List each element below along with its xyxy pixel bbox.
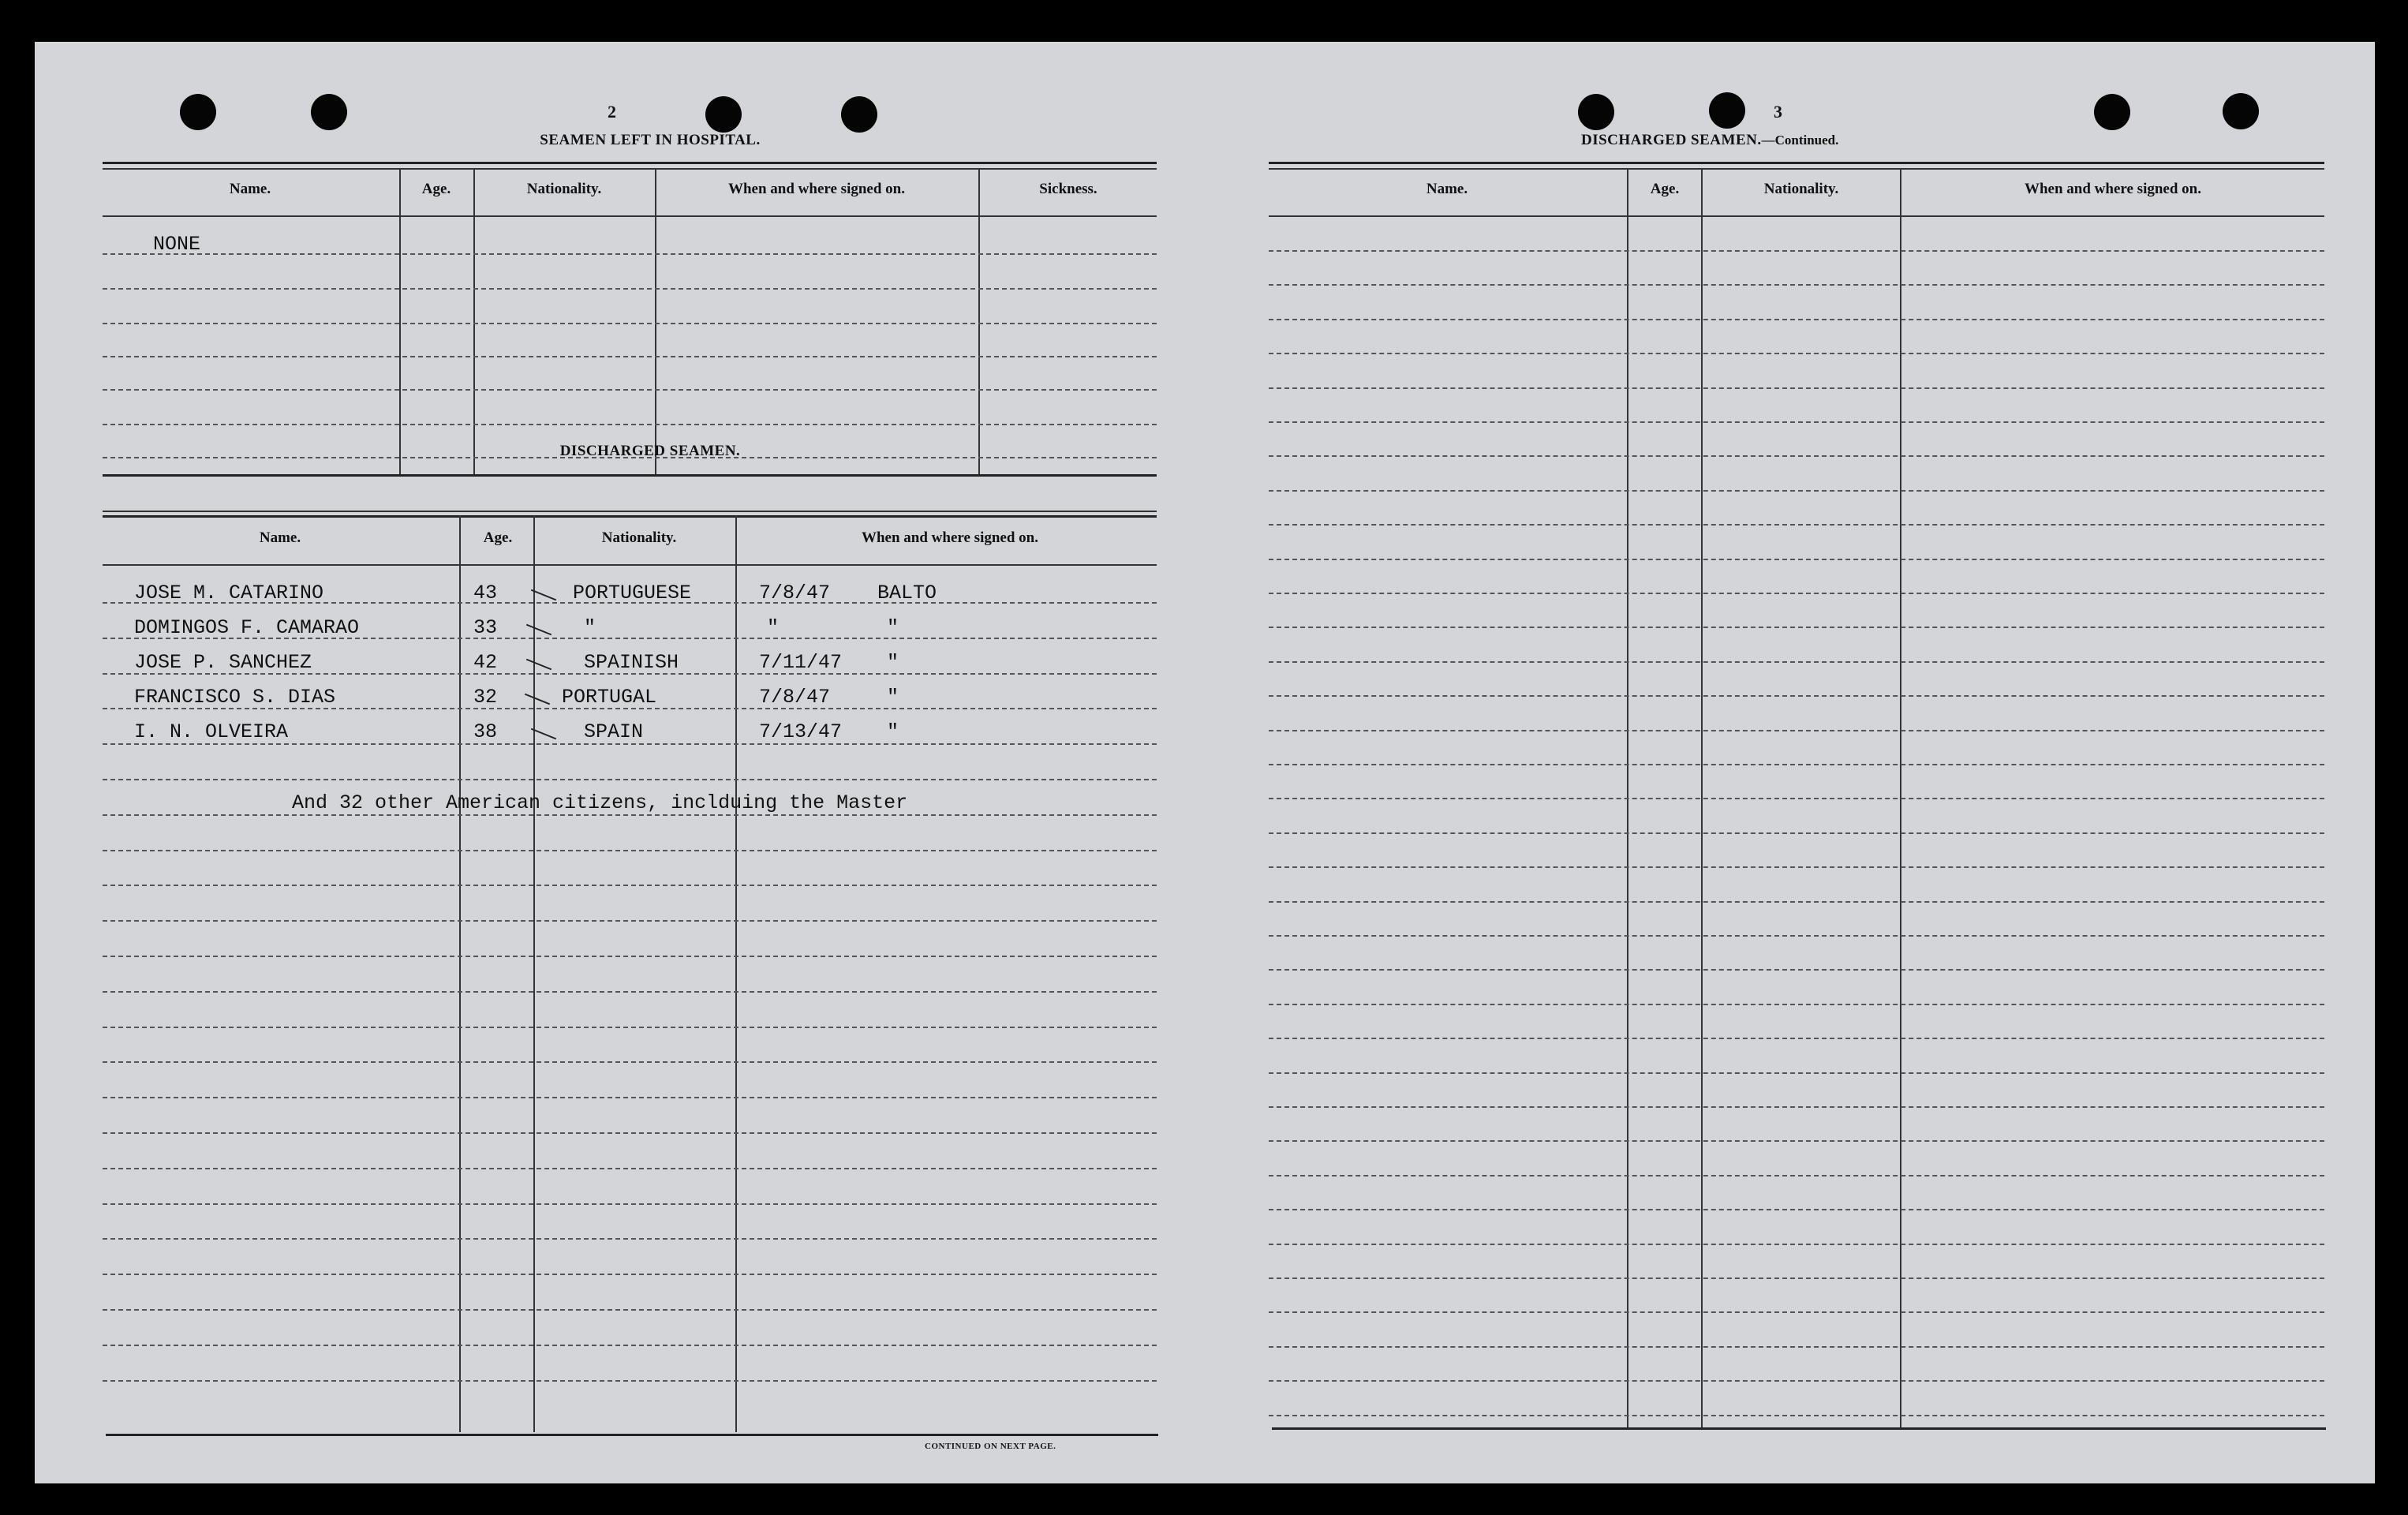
ruled-line [103,1132,1157,1134]
hospital-entry: NONE [153,233,201,256]
table-rule [103,564,1157,566]
punch-hole [180,94,216,130]
seaman-nationality: " [584,616,596,639]
seaman-nationality: SPAIN [584,720,644,743]
page-number: 2 [608,102,616,122]
ruled-line [1269,935,2324,937]
ruled-line [1269,1209,2324,1210]
ruled-line [1269,1311,2324,1313]
ruled-line [1269,353,2324,354]
column-divider [978,168,980,474]
punch-hole [2094,94,2130,130]
punch-hole [311,94,347,130]
ruled-line [1269,387,2324,389]
seaman-age: 32 [473,686,498,709]
seaman-name: DOMINGOS F. CAMARAO [134,616,360,639]
ruled-line [103,850,1157,851]
table-rule [103,168,1157,170]
table-rule [103,162,1157,164]
ruled-line [103,743,1157,745]
ruled-line [1269,695,2324,697]
punch-hole [1578,94,1614,130]
page-number: 3 [1774,102,1782,122]
column-divider [735,515,737,1432]
signed-date: 7/8/47 [759,582,831,604]
table-rule [103,215,1157,217]
hospital-section-title: SEAMEN LEFT IN HOSPITAL. [540,132,761,148]
ruled-line [103,356,1157,357]
ruled-line [1269,798,2324,799]
col-header-sickness: Sickness. [1039,181,1097,197]
col-header-name: Name. [259,529,301,546]
ruled-line [103,1380,1157,1382]
document-page [35,42,2375,1483]
ruled-line [103,1203,1157,1205]
ruled-line [1269,832,2324,834]
ruled-line [103,1097,1157,1098]
seaman-nationality: PORTUGAL [562,686,657,709]
title-suffix: —Continued. [1761,133,1839,148]
col-header-age: Age. [1650,181,1680,197]
signed-date: 7/11/47 [759,651,843,674]
ruled-line [103,288,1157,290]
ruled-line [1269,1106,2324,1108]
ruled-line [1269,1038,2324,1039]
signed-place: " [887,686,899,709]
seaman-name: JOSE P. SANCHEZ [134,651,312,674]
crew-note: And 32 other American citizens, inclduing the Master [292,791,908,814]
seaman-age: 42 [473,651,498,674]
table-rule [103,474,1157,477]
table-rule [1269,215,2324,217]
seaman-nationality: PORTUGUESE [573,582,692,604]
seaman-name: JOSE M. CATARINO [134,582,324,604]
ruled-line [1269,1175,2324,1176]
ruled-line [103,1274,1157,1275]
seaman-nationality: SPAINISH [584,651,679,674]
discharged-continued-title [1581,132,1838,149]
ruled-line [1269,1004,2324,1005]
col-header-age: Age. [421,181,451,197]
ruled-line [1269,593,2324,594]
ruled-line [103,956,1157,957]
ruled-line [1269,764,2324,765]
ruled-line [103,991,1157,993]
column-divider [533,515,535,1432]
col-header-nationality: Nationality. [1763,181,1839,197]
table-rule [106,1434,1158,1436]
col-header-name: Name. [1426,181,1468,197]
table-rule [1269,168,2324,170]
continued-note: CONTINUED ON NEXT PAGE. [925,1442,1056,1451]
seaman-age: 43 [473,582,498,604]
ruled-line [1269,730,2324,731]
table-rule [1269,162,2324,164]
ruled-line [1269,866,2324,868]
ruled-line [1269,250,2324,252]
signed-date: 7/8/47 [759,686,831,709]
seaman-age: 33 [473,616,498,639]
col-header-nationality: Nationality. [601,529,677,546]
ruled-line [1269,559,2324,560]
signed-date: 7/13/47 [759,720,843,743]
ruled-line [103,1061,1157,1063]
check-mark [526,659,552,671]
punch-hole [2223,93,2259,129]
ruled-line [1269,524,2324,526]
column-divider [459,515,461,1432]
col-header-when-where: When and where signed on. [2024,181,2201,197]
ruled-line [1269,1415,2324,1416]
check-mark [526,624,552,636]
ruled-line [1269,490,2324,492]
ruled-line [103,1168,1157,1169]
ruled-line [1269,421,2324,423]
seaman-name: FRANCISCO S. DIAS [134,686,336,709]
discharged-section-title: DISCHARGED SEAMEN. [559,443,741,459]
ruled-line [1269,1346,2324,1348]
seaman-age: 38 [473,720,498,743]
ruled-line [1269,969,2324,971]
signed-place: BALTO [877,582,937,604]
ruled-line [1269,1277,2324,1279]
ruled-line [1269,661,2324,663]
column-divider [473,168,475,474]
ruled-line [1269,1244,2324,1245]
ruled-line [1269,319,2324,320]
ruled-line [103,814,1157,816]
ruled-line [103,779,1157,780]
punch-hole [1709,92,1745,129]
ruled-line [1269,1072,2324,1074]
table-rule [103,511,1157,512]
check-mark [525,694,550,705]
column-divider [655,168,656,474]
col-header-age: Age. [483,529,513,546]
ruled-line [103,323,1157,324]
col-header-when-where: When and where signed on. [861,529,1038,546]
ruled-line [103,389,1157,391]
ruled-line [103,1027,1157,1028]
ruled-line [103,885,1157,886]
ruled-line [1269,1140,2324,1142]
ruled-line [1269,284,2324,286]
seaman-name: I. N. OLVEIRA [134,720,289,743]
table-rule [1272,1427,2326,1430]
ruled-line [103,1345,1157,1346]
punch-hole [705,96,742,133]
signed-place: " [887,651,899,674]
signed-place: " [887,616,899,639]
signed-place: " [887,720,899,743]
ruled-line [1269,901,2324,903]
col-header-when-where: When and where signed on. [727,181,905,197]
ruled-line [1269,1380,2324,1382]
ruled-line [103,1238,1157,1240]
ruled-line [103,253,1157,255]
ruled-line [1269,627,2324,628]
col-header-name: Name. [229,181,271,197]
signed-date: " [767,616,780,639]
punch-hole [841,96,877,133]
ruled-line [103,1309,1157,1311]
ruled-line [103,920,1157,922]
column-divider [399,168,401,474]
ruled-line [1269,455,2324,457]
table-rule [103,515,1157,518]
col-header-nationality: Nationality. [526,181,602,197]
ruled-line [103,424,1157,425]
title-main: DISCHARGED SEAMEN. [1581,132,1762,148]
